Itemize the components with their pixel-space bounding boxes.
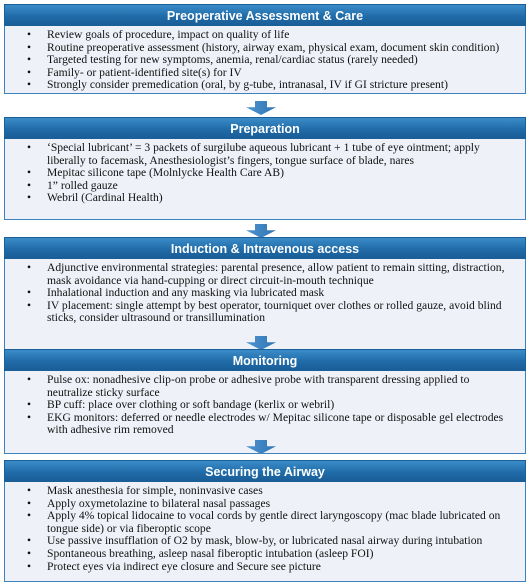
section-airway	[4, 460, 526, 582]
section-body	[4, 26, 526, 94]
section-header: Preoperative Assessment & Care	[4, 4, 526, 26]
section-header: Securing the Airway	[4, 460, 526, 482]
section-monitoring	[4, 349, 526, 454]
list-item: • Review goals of procedure, impact on quality of life	[27, 29, 517, 42]
list-item: • Webril (Cardinal Health)	[27, 192, 517, 205]
list-item: • Mask anesthesia for simple, noninvasive cases	[27, 485, 517, 498]
section-body	[4, 482, 526, 582]
bullet-list	[27, 485, 517, 573]
list-item: • Use passive insufflation of O2 by mask, blow-by, or lubricated nasal airway during intubation	[27, 535, 517, 548]
section-induction	[4, 237, 526, 351]
down-arrow-icon	[246, 224, 276, 238]
list-item: • Apply oxymetolazine to bilateral nasal passages	[27, 498, 517, 511]
section-body	[4, 139, 526, 220]
list-item: • Apply 4% topical lidocaine to vocal cords by gentle direct laryngoscopy (mac blade lubricated on tongue side) or via fiberoptic scope	[27, 510, 517, 535]
section-header: Monitoring	[4, 349, 526, 371]
list-item: • Spontaneous breathing, asleep nasal fiberoptic intubation (asleep FOI)	[27, 548, 517, 561]
list-item: • 1” rolled gauze	[27, 180, 517, 193]
list-item: • IV placement: single attempt by best operator, tourniquet over clothes or rolled gauze, avoid blind sticks, consider ultrasound or transillumination	[27, 300, 517, 325]
list-item: • Inhalational induction and any masking via lubricated mask	[27, 287, 517, 300]
list-item: • Mepitac silicone tape (Molnlycke Health Care AB)	[27, 167, 517, 180]
section-preoperative	[4, 4, 526, 94]
bullet-list	[27, 262, 517, 325]
bullet-list	[27, 29, 517, 92]
bullet-list	[27, 374, 517, 437]
section-header: Preparation	[4, 117, 526, 139]
bullet-list	[27, 142, 517, 205]
section-header: Induction & Intravenous access	[4, 237, 526, 259]
list-item: • Targeted testing for new symptoms, anemia, renal/cardiac status (rarely needed)	[27, 54, 517, 67]
list-item: • Pulse ox: nonadhesive clip-on probe or adhesive probe with transparent dressing applied to neutralize sticky surface	[27, 374, 517, 399]
list-item: • BP cuff: place over clothing or soft bandage (kerlix or webril)	[27, 399, 517, 412]
list-item: • ‘Special lubricant’ = 3 packets of surgilube aqueous lubricant + 1 tube of eye ointment; apply liberally to facemask, Anesthesiologist’s fingers, tongue surface of blade, nares	[27, 142, 517, 167]
list-item: • Routine preoperative assessment (history, airway exam, physical exam, document skin condition)	[27, 42, 517, 55]
list-item: • Family- or patient-identified site(s) for IV	[27, 67, 517, 80]
list-item: • EKG monitors: deferred or needle electrodes w/ Mepitac silicone tape or disposable gel electrodes with adhesive rim removed	[27, 412, 517, 437]
list-item: • Adjunctive environmental strategies: parental presence, allow patient to remain sitting, distraction, mask avoidance via hand-cupping or direct circuit-in-mouth technique	[27, 262, 517, 287]
list-item: • Strongly consider premedication (oral, by g-tube, intranasal, IV if GI stricture present)	[27, 79, 517, 92]
section-preparation	[4, 117, 526, 220]
list-item: • Protect eyes via indirect eye closure and Secure see picture	[27, 561, 517, 574]
down-arrow-icon	[246, 101, 276, 115]
